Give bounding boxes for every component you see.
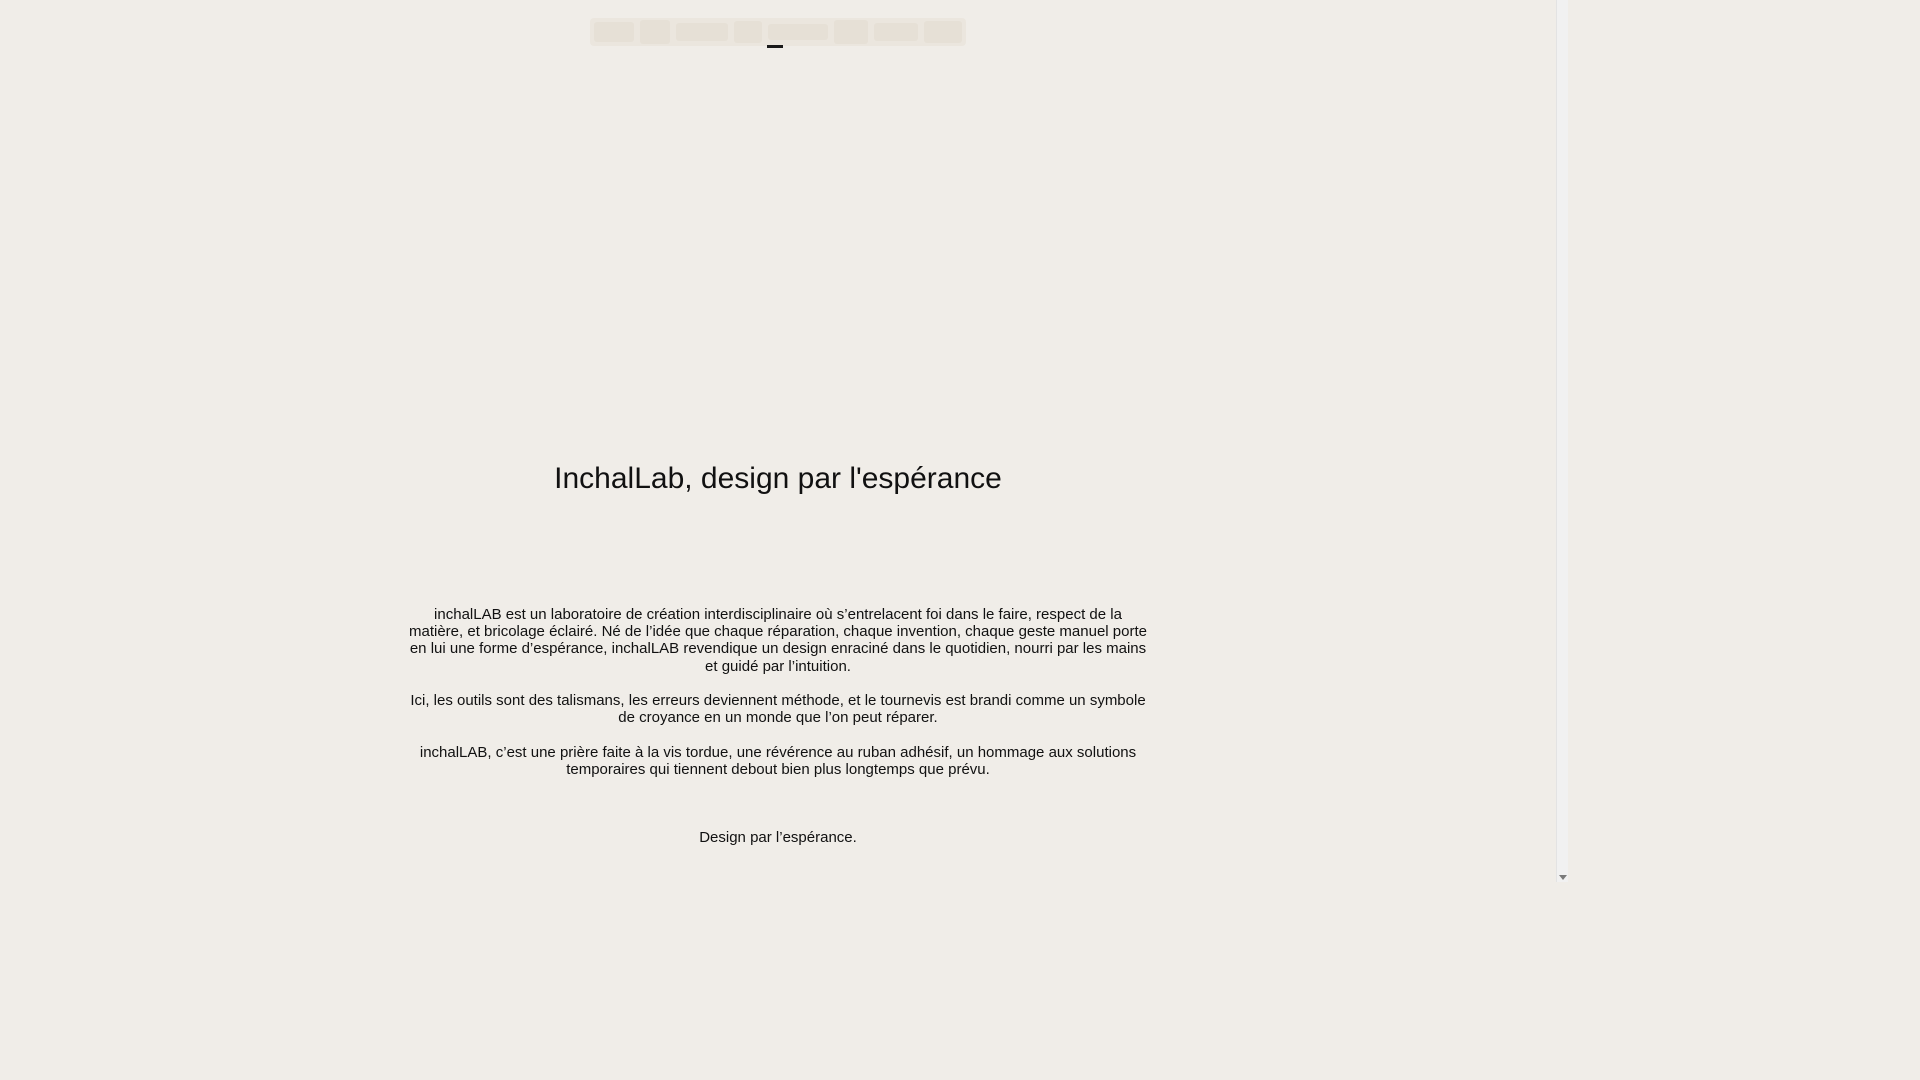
intro-paragraph: inchalLAB, c’est une prière faite à la vis tordue, une révérence au ruban adhésif, un hommage aux solutions temporaires qui tiennent debout bien plus longtemps que prévu. [419, 743, 1137, 778]
intro-paragraph: Ici, les outils sont des talismans, les erreurs deviennent méthode, et le tournevis est brandi comme un symbole de croyance en un monde que l’on peut réparer. [410, 692, 1146, 727]
intro-text [405, 606, 1151, 795]
tagline: Design par l’espérance. [699, 829, 857, 846]
vertical-scrollbar[interactable] [1556, 0, 1568, 882]
intro-paragraph: inchalLAB est un laboratoire de création interdisciplinaire où s’entrelacent foi dans le faire, respect de la matière, et bricolage éclairé. Né de l’idée que chaque réparation, chaque invention, chaque geste manuel porte en lui une forme d’espérance, inchalLAB revendique un design enraciné dans le quotidien, nourri par les mains et guidé par l’intuition. [409, 606, 1147, 675]
scroll-down-arrow-icon[interactable] [1559, 875, 1567, 880]
logo-underline [767, 45, 783, 48]
page-title: InchalLab, design par l'espérance [554, 462, 1002, 495]
